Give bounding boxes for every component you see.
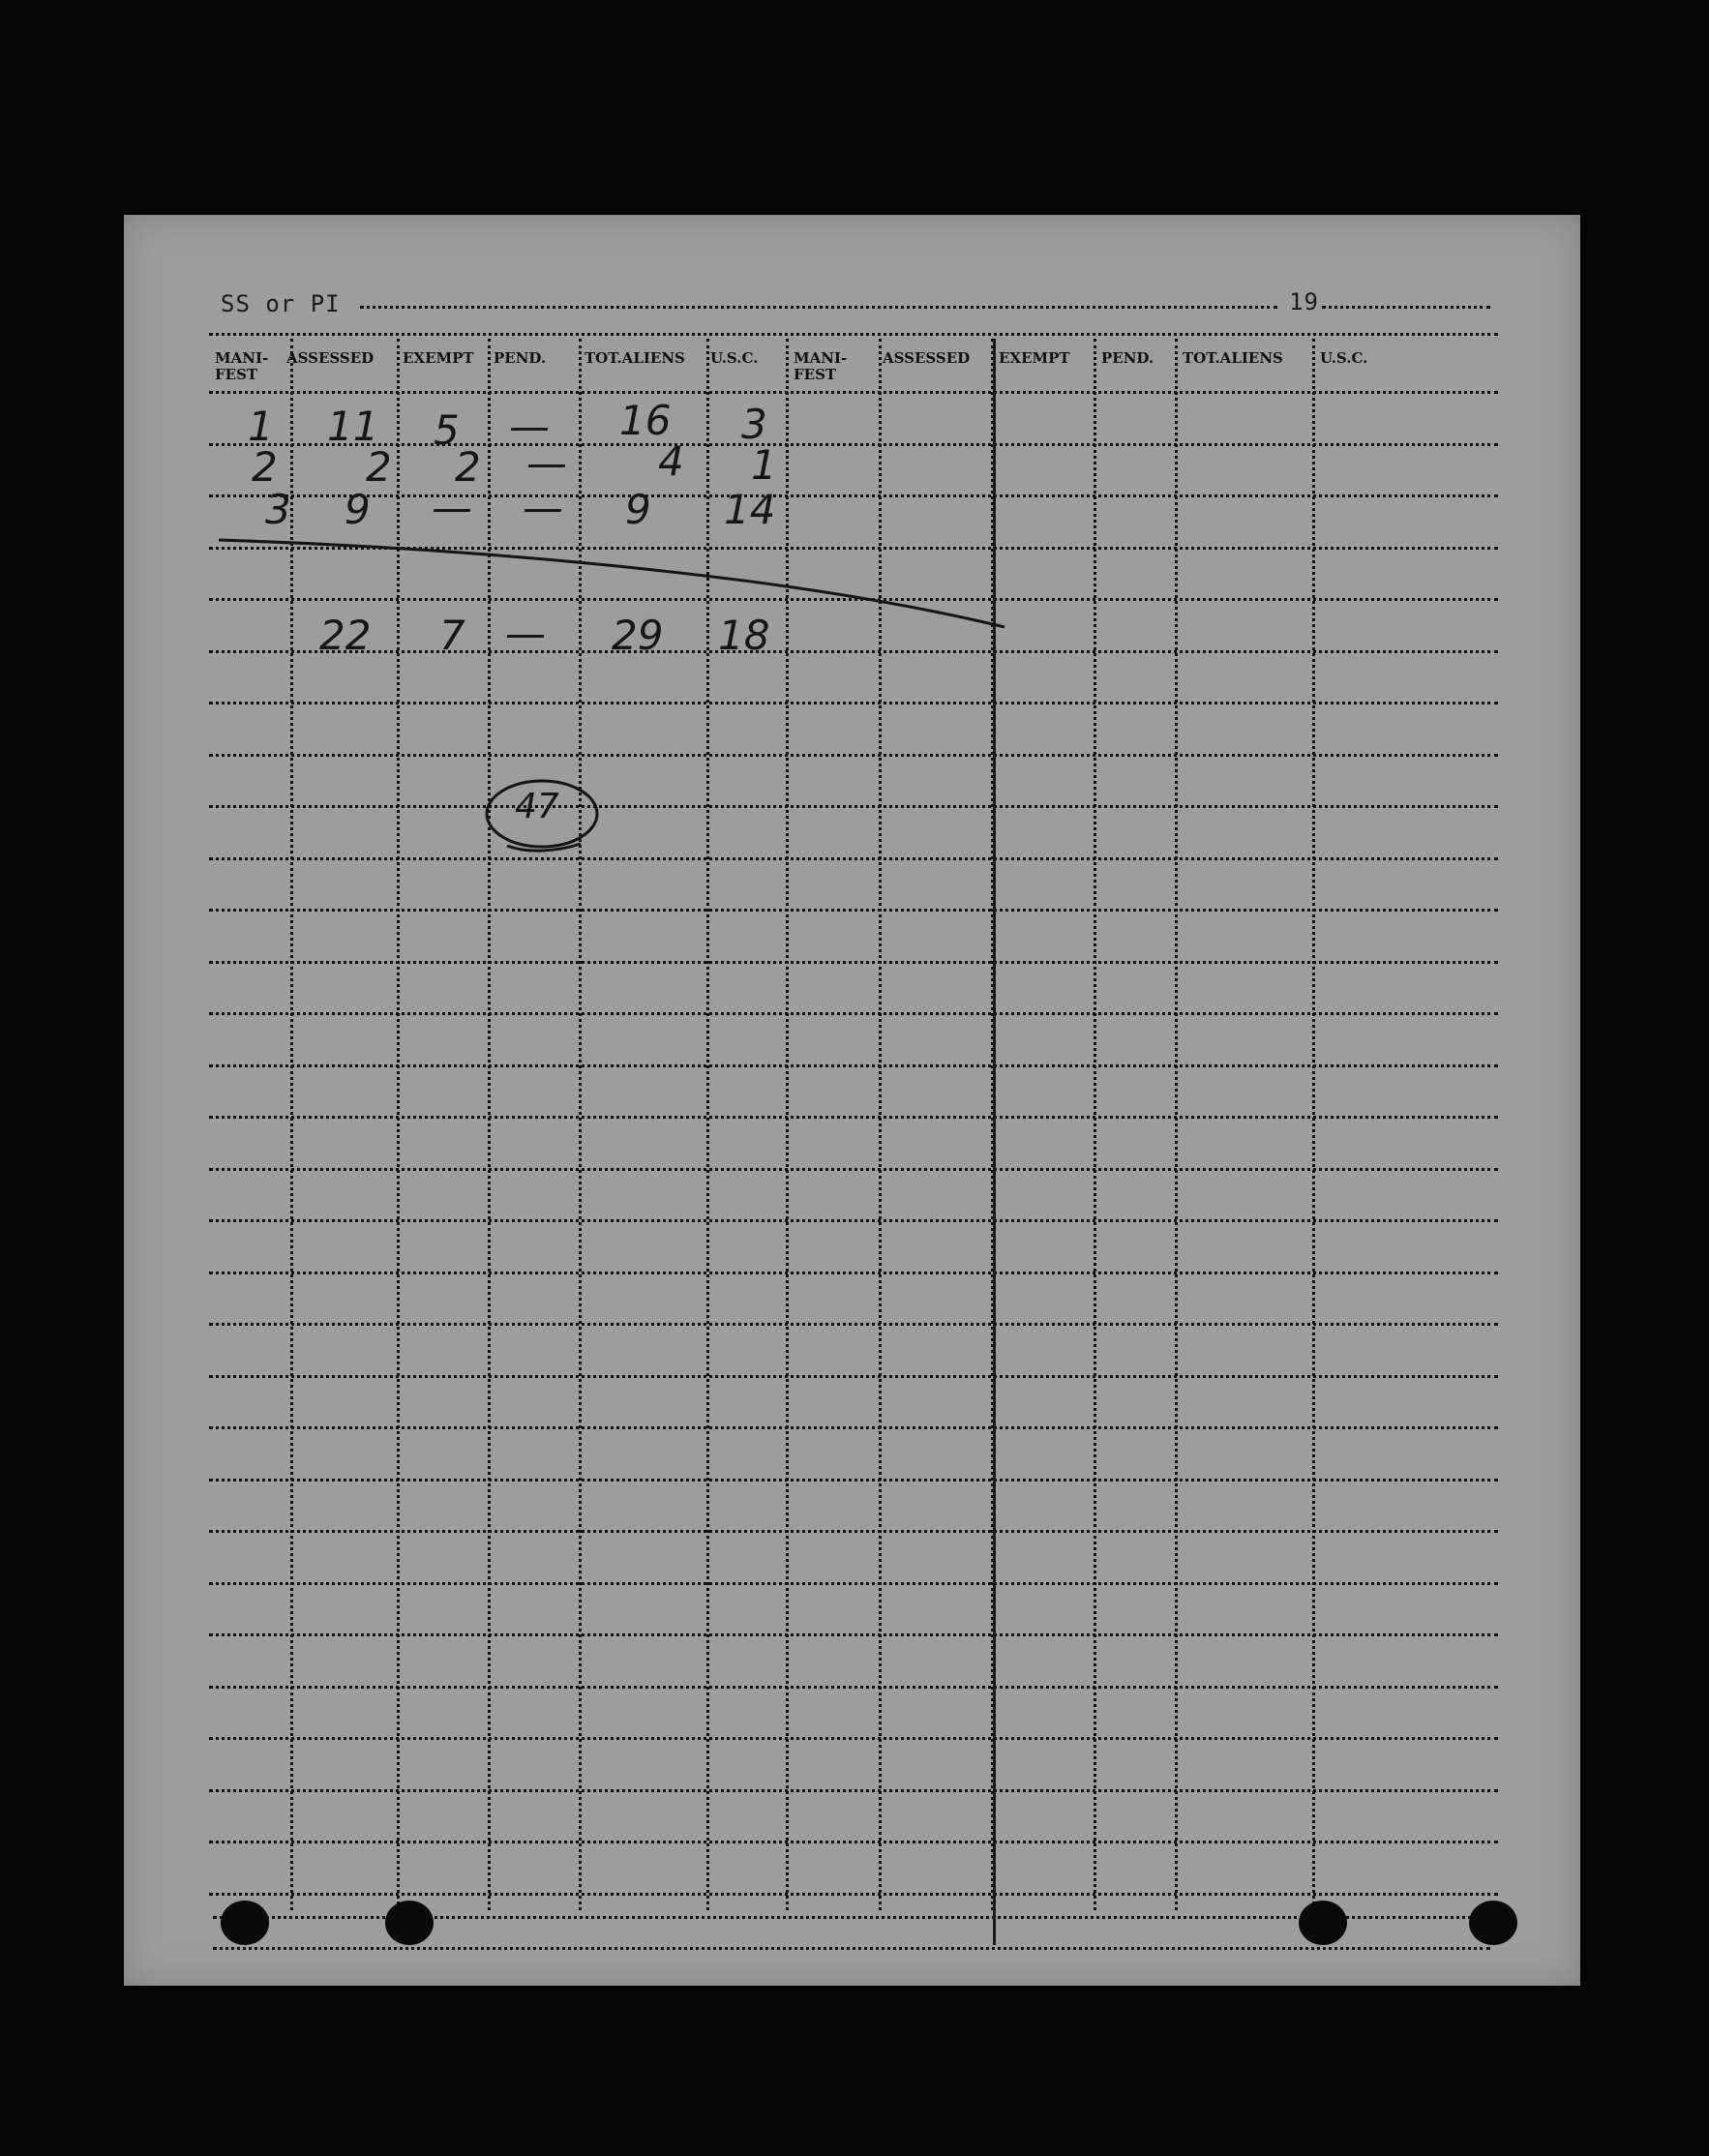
entry-1-usc: 3 <box>741 401 767 448</box>
entry-2-manifest: 2 <box>252 443 278 491</box>
entry-1-assessed: 11 <box>327 403 379 450</box>
entry-1-tot-aliens: 16 <box>619 397 672 444</box>
entry-2-assessed: 2 <box>366 443 392 491</box>
header-usc-2: U.S.C. <box>1320 349 1368 367</box>
entry-3-pend: — <box>523 484 563 531</box>
header-manifest: MANI- FEST <box>215 349 269 383</box>
punch-hole-3 <box>1299 1901 1347 1945</box>
grand-total: 47 <box>515 787 559 826</box>
total-pend: — <box>505 610 546 657</box>
total-usc: 18 <box>718 612 770 659</box>
dividing-pen-line <box>219 540 1004 627</box>
entry-3-usc: 14 <box>724 486 776 533</box>
entry-3-tot-aliens: 9 <box>625 486 651 533</box>
header-assessed-2: ASSESSED <box>883 349 971 367</box>
header-exempt-2: EXEMPT <box>999 349 1070 367</box>
entry-1-exempt: 5 <box>434 406 460 454</box>
punch-hole-2 <box>385 1901 434 1945</box>
punch-hole-1 <box>221 1901 269 1945</box>
punch-hole-4 <box>1469 1901 1517 1945</box>
total-assessed: 22 <box>319 612 372 659</box>
header-pend-2: PEND. <box>1101 349 1154 367</box>
entry-1-manifest: 1 <box>248 403 274 450</box>
header-tot-aliens-2: TOT.ALIENS <box>1183 349 1283 367</box>
header-manifest-2: MANI- FEST <box>794 349 848 383</box>
header-pend: PEND. <box>494 349 547 367</box>
total-tot-aliens: 29 <box>612 612 664 659</box>
grand-total-circle <box>487 781 597 847</box>
header-assessed: ASSESSED <box>286 349 375 367</box>
year-label: 19 <box>1289 288 1319 315</box>
entry-3-manifest: 3 <box>265 486 291 533</box>
header-usc: U.S.C. <box>710 349 759 367</box>
total-exempt: 7 <box>439 612 465 659</box>
entry-2-exempt: 2 <box>455 443 481 491</box>
entry-2-usc: 1 <box>751 441 777 489</box>
header-tot-aliens: TOT.ALIENS <box>585 349 685 367</box>
entry-3-assessed: 9 <box>345 486 371 533</box>
ss-or-pl-label: SS or PI <box>221 290 341 317</box>
entry-2-tot-aliens: 4 <box>658 437 684 485</box>
entry-3-exempt: — <box>432 484 472 531</box>
header-exempt: EXEMPT <box>403 349 474 367</box>
entry-2-pend: — <box>526 439 567 487</box>
entry-1-pend: — <box>509 403 550 450</box>
